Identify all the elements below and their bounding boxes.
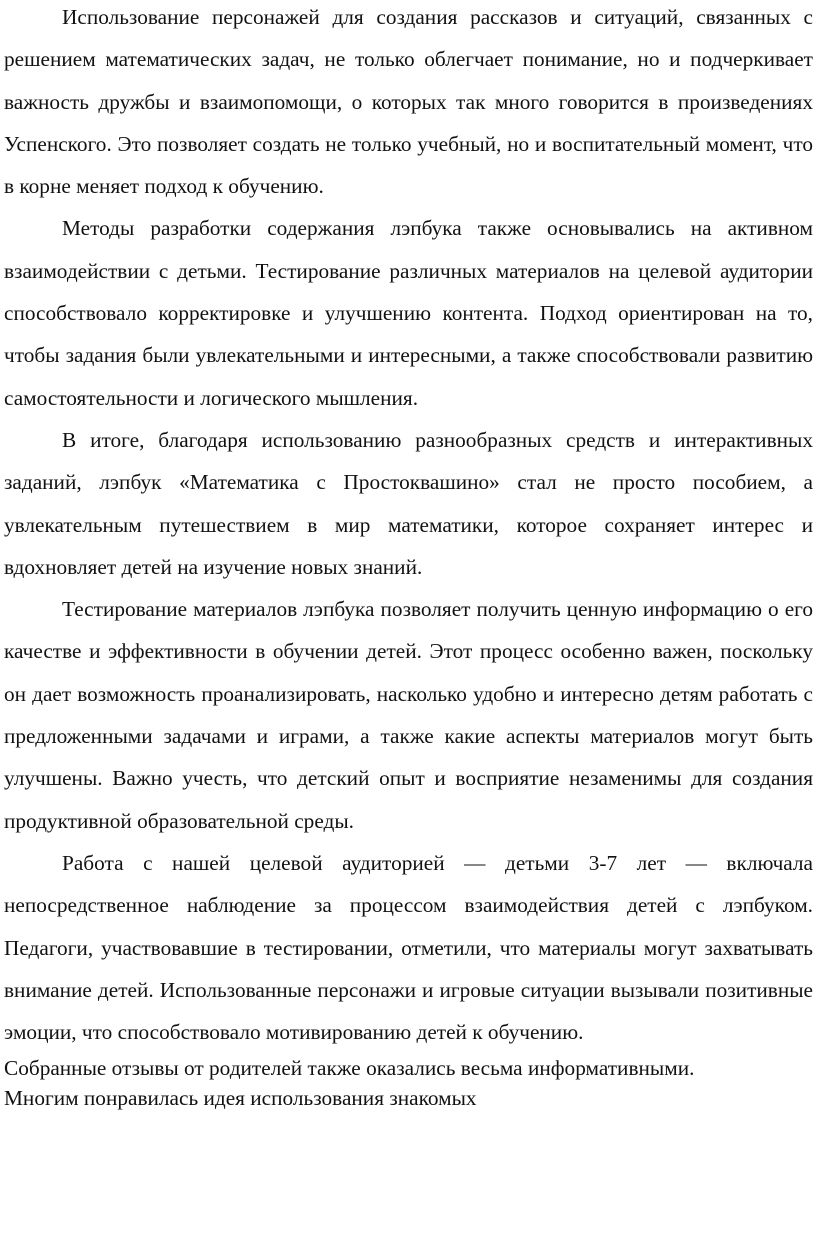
- paragraph-characters: Использование персонажей для создания рассказов и ситуаций, связанных с решением математических задач, не только облегчает понимание, но и подчеркивает важность дружбы и взаимопомощи, о которых так много говорится в произведениях Успенского. Это позволяет создать не только учебный, но и воспитательный момент, что в корне меняет подход к обучению.: [4, 5, 813, 199]
- tail-line-feedback: Собранные отзывы от родителей также оказались весьма информативными.: [4, 1056, 695, 1081]
- paragraph-audience: Работа с нашей целевой аудиторией — детьми 3-7 лет — включала непосредственное наблюдение за процессом взаимодействия детей с лэпбуком. Педагоги, участвовавшие в тестировании, отметили, что материалы могут захватывать внимание детей. Использованные персонажи и игровые ситуации вызывали позитивные эмоции, что способствовало мотивированию детей к обучению.: [4, 850, 813, 1045]
- paragraph-result: В итоге, благодаря использованию разнообразных средств и интерактивных заданий, лэпбук «Математика с Простоквашино» стал не просто пособием, а увлекательным путешествием в мир математики, которое сохраняет интерес и вдохновляет детей на изучение новых знаний.: [4, 427, 813, 579]
- tail-line-idea: Многим понравилась идея использования знакомых: [4, 1086, 477, 1111]
- paragraph-methods: Методы разработки содержания лэпбука также основывались на активном взаимодействии с детьми. Тестирование различных материалов на целевой аудитории способствовало корректировке и улучшению контента. Подход ориентирован на то, чтобы задания были увлекательными и интересными, а также способствовали развитию самостоятельности и логического мышления.: [4, 216, 813, 410]
- paragraph-testing: Тестирование материалов лэпбука позволяет получить ценную информацию о его качестве и эффективности в обучении детей. Этот процесс особенно важен, поскольку он дает возможность проанализировать, насколько удобно и интересно детям работать с предложенными задачами и играми, а также какие аспекты материалов могут быть улучшены. Важно учесть, что детский опыт и восприятие незаменимы для создания продуктивной образовательной среды.: [4, 597, 813, 833]
